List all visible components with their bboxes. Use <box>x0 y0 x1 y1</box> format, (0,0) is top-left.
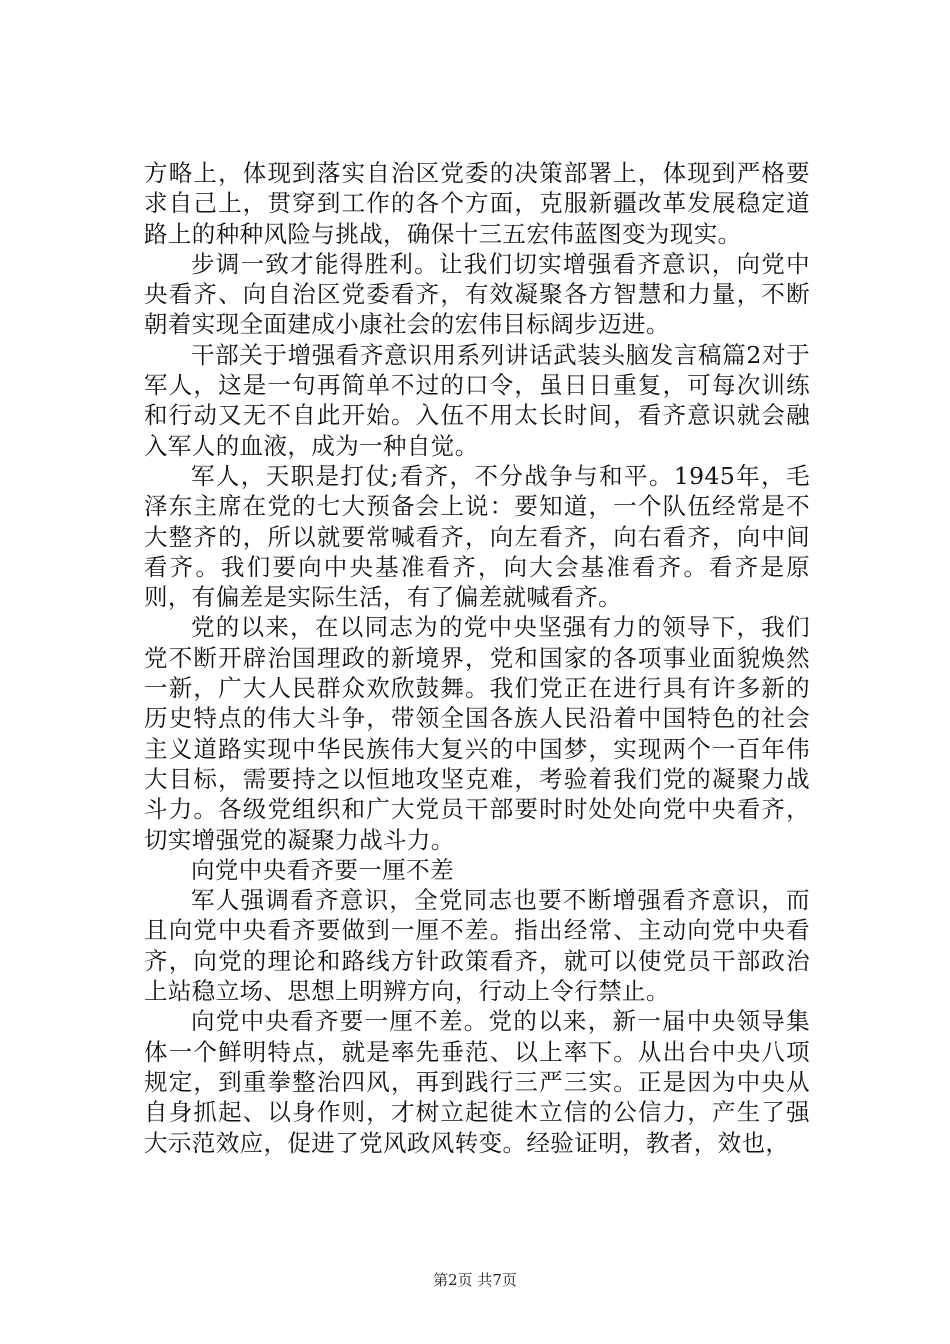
paragraph-7: 向党中央看齐要一厘不差。党的以来，新一届中央领导集体一个鲜明特点，就是率先垂范、以上率下。从出台中央八项规定，到重拳整治四风，再到践行三严三实。正是因为中央从自身抓起、以身作则，才树立起徙木立信的公信力，产生了强大示范效应，促进了党风政风转变。经验证明，教者，效也， <box>144 1007 810 1157</box>
document-body <box>144 158 810 1158</box>
section-heading: 向党中央看齐要一厘不差 <box>191 855 454 884</box>
paragraph-5: 党的以来，在以同志为的党中央坚强有力的领导下，我们党不断开辟治国理政的新境界，党和国家的各项事业面貌焕然一新，广大人民群众欢欣鼓舞。我们党正在进行具有许多新的历史特点的伟大斗争，带领全国各族人民沿着中国特色的社会主义道路实现中华民族伟大复兴的中国梦，实现两个一百年伟大目标，需要持之以恒地攻坚克难，考验着我们党的凝聚力战斗力。各级党组织和广大党员干部要时时处处向党中央看齐，切实增强党的凝聚力战斗力。 <box>144 613 810 854</box>
paragraph-6: 军人强调看齐意识，全党同志也要不断增强看齐意识，而且向党中央看齐要做到一厘不差。指出经常、主动向党中央看齐，向党的理论和路线方针政策看齐，就可以使党员干部政治上站稳立场、思想上明辨方向，行动上令行禁止。 <box>144 886 810 1006</box>
page-number: 第2页 共7页 <box>433 1271 517 1289</box>
paragraph-2: 步调一致才能得胜利。让我们切实增强看齐意识，向党中央看齐、向自治区党委看齐，有效凝聚各方智慧和力量，不断朝着实现全面建成小康社会的宏伟目标阔步迈进。 <box>144 249 810 339</box>
paragraph-3: 干部关于增强看齐意识用系列讲话武装头脑发言稿篇2对于军人，这是一句再简单不过的口令，虽日日重复，可每次训练和行动又无不自此开始。入伍不用太长时间，看齐意识就会融入军人的血液，成为一种自觉。 <box>144 340 810 460</box>
paragraph-1: 方略上，体现到落实自治区党委的决策部署上，体现到严格要求自己上，贯穿到工作的各个方面，克服新疆改革发展稳定道路上的种种风险与挑战，确保十三五宏伟蓝图变为现实。 <box>144 159 810 248</box>
paragraph-4: 军人，天职是打仗;看齐，不分战争与和平。1945年，毛泽东主席在党的七大预备会上说：要知道，一个队伍经常是不大整齐的，所以就要常喊看齐，向左看齐，向右看齐，向中间看齐。我们要向中央基准看齐，向大会基准看齐。看齐是原则，有偏差是实际生活，有了偏差就喊看齐。 <box>144 461 810 612</box>
